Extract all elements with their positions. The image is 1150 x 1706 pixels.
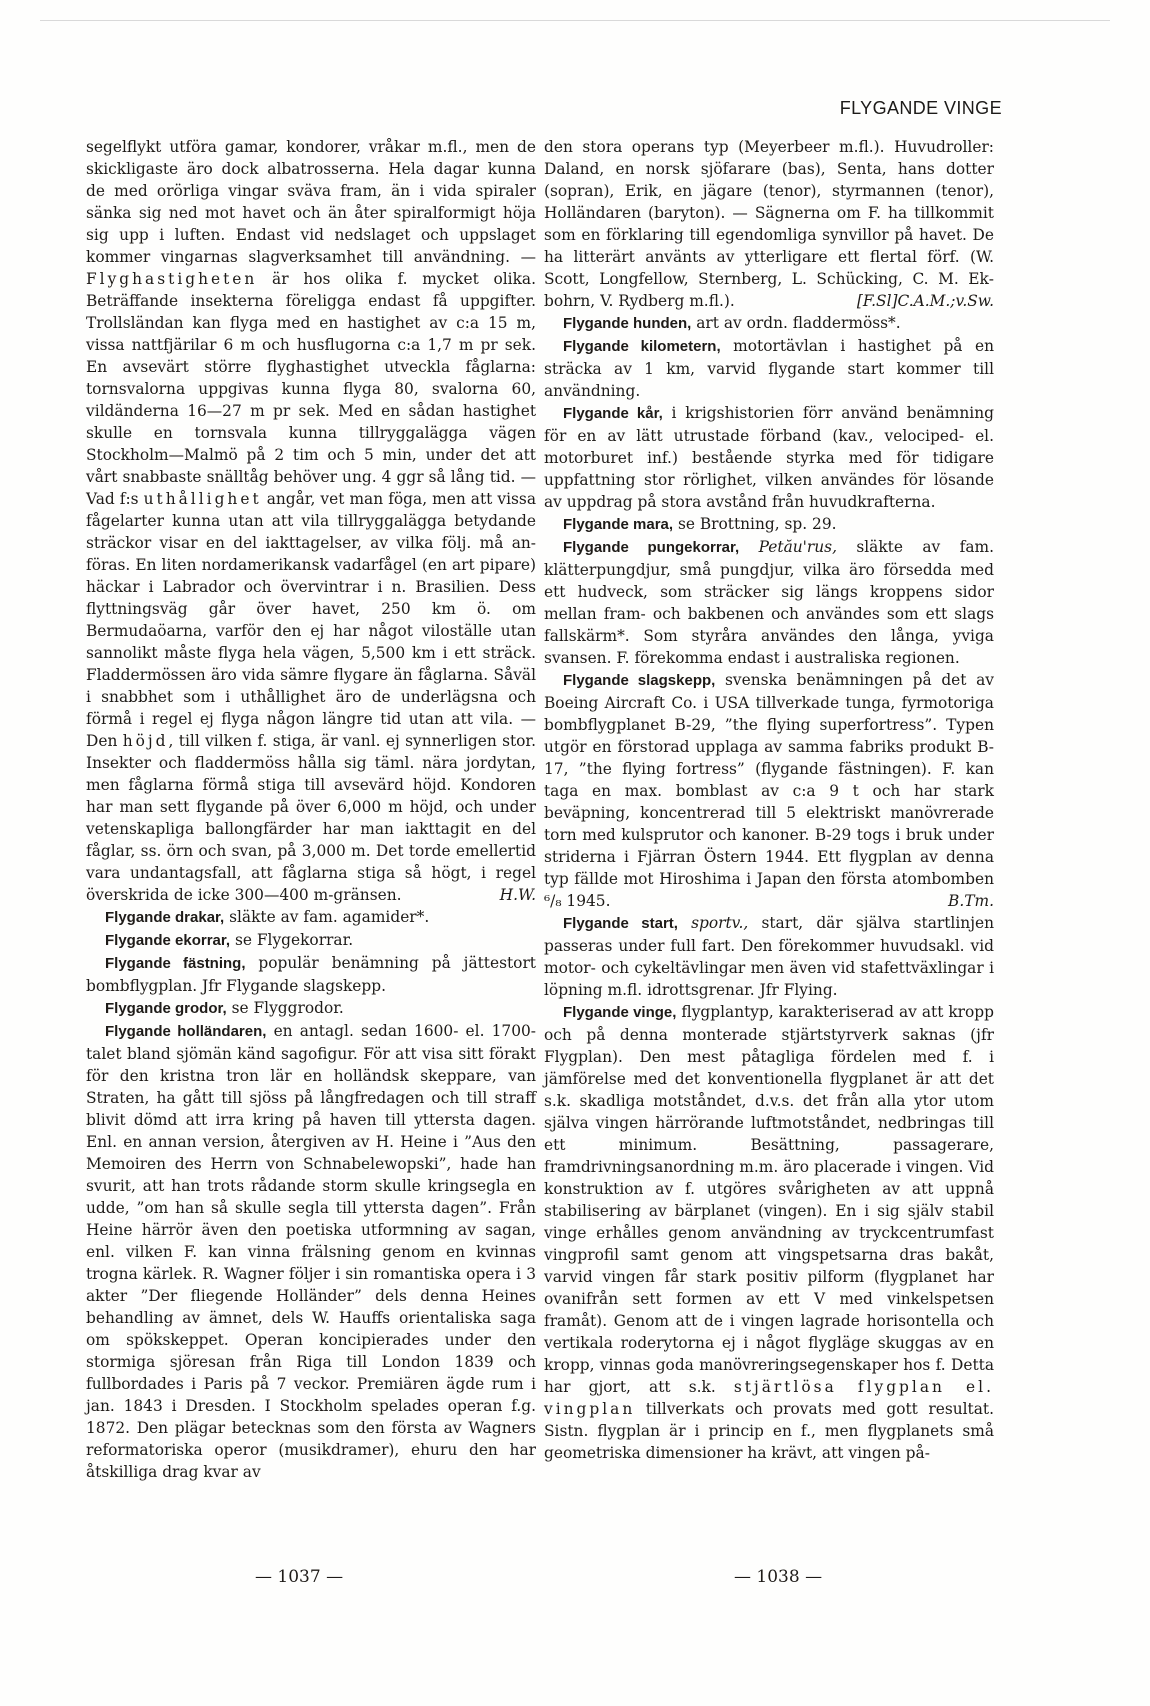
entry-flygande-drakar xyxy=(86,906,536,929)
entry-flygande-start xyxy=(544,912,994,1001)
entry-text: populär benämning på jättestort bombflygplan. Jfr Flygande slagskepp. xyxy=(86,954,536,995)
entry-flygande-slagskepp xyxy=(544,669,994,912)
entry-text: motortävlan i hastighet på en sträcka av 1 km, varvid flygande start kommer till användning. xyxy=(544,337,994,400)
text-span: angår, vet man föga, men att vissa fågelarter kunna utan att vila tillryggalägga betydande sträckor visar en del iakttagelser, av vilka följ. må anföras. En liten nordamerikansk vadarfågel (en art pipare) häckar i Labrador och övervintrar i n. Brasilien. Dess flyttningsväg går över havet, 250 km ö. om Bermudaöarna, varför den ej har något viloställe utan sannolikt måste flyga hela vägen, 5,500 km i ett sträck. Fladdermössen äro vida sämre flygare än fåglarna. Såväl i snabbhet som i uthållighet äro de underlägsna och förmå i regel ej flyga någon längre tid utan att vila. — Den xyxy=(86,490,536,750)
left-column xyxy=(86,136,536,1483)
entry-text: släkte av fam. agamider*. xyxy=(224,908,430,926)
entry-headword: Flygande grodor, xyxy=(105,1000,227,1017)
entry-flygande-kar xyxy=(544,402,994,513)
entry-headword: Flygande pungekorrar, xyxy=(563,539,740,556)
subject-label: sportv., xyxy=(691,914,749,932)
entry-text: en antagl. sedan 1600- el. 1700-talet bland sjömän känd sagofigur. För att visa sitt förakt för den kristna tron lär en holländsk skeppare, van Straten, ha gått till sjöss på långfredagen och till straff blivit dömd att irra kring på haven till yttersta dagen. Enl. en annan version, återgiven av H. Heine i ”Aus den Memoiren des Herrn von Schnabelewopski”, hade han svurit, att han trots rådande storm skulle kringsegla en udde, ”om han så skulle segla till yttersta dagen”. Från Heine härrör även den poetiska utformning av sagan, enl. vilken F. kan vinna frälsning genom en kvinnas trogna kärlek. R. Wagner följer i sin romantiska opera i 3 akter ”Der fliegende Holländer” dels denna Heines behandling av ämnet, dels W. Hauffs orientaliska saga om spökskeppet. Operan koncipierades under den stormiga sjöresan från Riga till London 1839 och fullbordades i Paris på 7 veckor. Premiären ägde rum i jan. 1843 i Dresden. I Stockholm spelades operan f.g. 1872. Den plägar betecknas som den första av Wagners reformatoriska operor (musikdramer), ehuru den har åtskilliga drag kvar av xyxy=(86,1022,536,1481)
text-span: är hos olika f. mycket olika. Beträffande insekterna föreligga endast få uppgifter. Trollsländan kan flyga med en hastighet av c:a 15 m, vissa nattfjärilar 6 m och husflugorna c:a 1,7 m pr sek. En avsevärt större flyghastighet utveckla fåglarna: tornsvalorna uppgivas kunna flyga 80, svalorna 60, vildänderna 16—27 m pr sek. Med en sådan hastighet skulle en tornsvala kunna tillryggalägga vägen Stockholm—Malmö på 2 tim och 5 min, under det att vårt snabbaste snälltåg behöver ung. 4 ggr så lång tid. — Vad f:s xyxy=(86,270,536,508)
entry-flygande-ekorrar xyxy=(86,929,536,952)
spaced-term: uthållighet xyxy=(143,490,262,508)
entry-headword: Flygande ekorrar, xyxy=(105,932,231,949)
spaced-term: höjd xyxy=(122,732,169,750)
entry-text: art av ordn. fladdermöss*. xyxy=(691,314,901,332)
entry-text: svenska benämningen på det av Boeing Aircraft Co. i USA tillverkade tunga, fyrmotoriga bombflygplanet B-29, ”the flying superfortress”. Typen utgör en förstorad upplaga av samma fabriks produkt B-17, ”the flying fortress” (flygande fästningen). F. kan taga en max. bomblast av c:a 9 t och har stark beväpning, koncentrerad till 5 elektriskt manövrerade torn med kulsprutor och kanoner. B-29 togs i bruk under striderna i Fjärran Östern 1944. Ett flygplan av denna typ fällde mot Hiroshima i Japan den första atombomben ⁶/₈ 1945. xyxy=(544,671,995,910)
text-span: segelflykt utföra gamar, kondorer, vråkar m.fl., men de skickligaste äro dock albatrosserna. Hela dagar kunna de med orörliga vingar sväva fram, än i vida spiraler sänka sig ned mot havet och än åter spiralformigt höja sig upp i luften. Endast vid nedslaget och uppslaget kommer vingarnas slagverksamhet till användning. — xyxy=(86,138,536,266)
entry-text: släkte av fam. klätterpungdjur, små pungdjur, vilka äro försedda med ett hudveck, som sträcker sig längs kroppens sidor mellan fram- och bakbenen och användes som ett slags fallskärm*. Som styråra användes den långa, yviga svansen. F. förekomma endast i australiska regionen. xyxy=(544,538,994,667)
entry-headword: Flygande vinge, xyxy=(563,1004,677,1021)
entry-flygande-vinge xyxy=(544,1001,994,1464)
author-signature: B.Tm. xyxy=(948,892,994,910)
spaced-term: stjärtlösa flygplan el. vingplan xyxy=(544,1378,994,1418)
entry-flygande-hunden xyxy=(544,312,994,335)
entry-text: se Brottning, sp. 29. xyxy=(673,515,837,533)
entry-flygande-hollandaren xyxy=(86,1020,536,1483)
entry-text: flygplantyp, karakteriserad av att kropp och på denna monterade stjärtstyrverk saknas (jfr Flygplan). Den mest påtagliga fördelen med f. i jämförelse med det konventionella flygplanet är att det s.k. skadliga motståndet, d.v.s. det från alla ytor utom själva vingen härrörande luftmotståndet, nedbringas till ett minimum. Besättning, passagerare, framdrivningsanordning m.m. äro placerade i vingen. Vid konstruktion av f. utgöres svårigheten av att uppnå stabilisering av bärplanet (vingen). En i sig själv stabil vinge erhålles genom användning av tryckcentrumfast vingprofil samt genom att vingspetsarna dras bakåt, varvid vingen får stark positiv pilform (flygplanet har ovanifrån sett formen av ett V med vinkelspetsen framåt). Genom att de i vingen lagrade horisontella och vertikala roderytorna ej i något flygläge skuggas av en kropp, vinnas goda manövreringsegenskaper hos f. Detta har gjort, att s.k. xyxy=(544,1003,995,1396)
entry-text: i krigshistorien förr använd benämning för en av lätt utrustade förband (kav., velociped- el. motorburet inf.) bestående styrka med för tidigare uppfattning stor rörlighet, vilken användes för lösande av uppdrag på stora avstånd från huvudkrafterna. xyxy=(544,404,994,511)
text-span: , till vilken f. stiga, är vanl. ej synnerligen stor. Insekter och fladdermöss hålla sig täml. nära jordytan, men fåglarna förmå stiga till avsevärd höjd. Kondoren har man sett flygande på över 6,000 m höjd, och under vetenskapliga ballongfärder har man iakttagit en del fåglar, ss. örn och svan, på 3,000 m. Det torde emellertid vara undantagsfall, att fåglarna stiga så högt, i regel överskrida de icke 300—400 m-gränsen. xyxy=(86,732,536,904)
entry-flygande-grodor xyxy=(86,997,536,1020)
entry-headword: Flygande hunden, xyxy=(563,315,692,332)
page-number-left: — 1037 — xyxy=(255,1567,344,1587)
entry-headword: Flygande holländaren, xyxy=(105,1023,267,1040)
entry-text: den stora operans typ (Meyerbeer m.fl.). Huvudroller: Daland, en norsk sjöfarare (bas), Senta, hans dotter (sopran), Erik, en jägare (tenor), styrmannen (tenor), Holländaren (baryton). — Sägnerna om F. ha tillkommit som en förklaring till egendomliga synvillor på havet. De ha litterärt använts av ytterligare ett flertal förf. (W. Scott, Longfellow, Sternberg, L. Schücking, C. M. Ekbohrn, V. Rydberg m.fl.). xyxy=(544,138,994,310)
entry-headword: Flygande fästning, xyxy=(105,955,246,972)
entry-text: se Flyggrodor. xyxy=(226,999,344,1017)
entry-headword: Flygande drakar, xyxy=(105,909,225,926)
entry-headword: Flygande slagskepp, xyxy=(563,672,716,689)
author-signature: H.W. xyxy=(499,886,536,904)
entry-headword: Flygande kår, xyxy=(563,405,663,422)
entry-text: tillverkats och provats med gott resultat. Sistn. flygplan är i princip en f., men flygplanets små geometriska dimensioner ha krävt, att vingen på- xyxy=(544,1400,994,1462)
entry-text: se Flygekorrar. xyxy=(230,931,354,949)
spaced-term: Flyghastigheten xyxy=(86,270,258,288)
page-number-right: — 1038 — xyxy=(734,1567,823,1587)
genus-name: Petău'rus, xyxy=(758,538,837,556)
top-rule xyxy=(40,20,1110,21)
entry-headword: Flygande mara, xyxy=(563,516,674,533)
entry-headword: Flygande kilometern, xyxy=(563,338,721,355)
paragraph-flyghastighet xyxy=(86,136,536,906)
running-head: FLYGANDE VINGE xyxy=(839,98,1002,118)
author-signature: [F.Sl]C.A.M.;v.Sw. xyxy=(856,292,994,310)
entry-flygande-kilometern xyxy=(544,335,994,402)
entry-continuation xyxy=(544,136,994,312)
entry-flygande-pungekorrar xyxy=(544,536,994,669)
entry-flygande-fastning xyxy=(86,952,536,997)
right-column xyxy=(544,136,994,1464)
entry-text: start, där själva startlinjen passeras under full fart. Den förekommer huvudsakl. vid motor- och cykeltävlingar men även vid stafettväxlingar i löpning m.fl. idrottsgrenar. Jfr Flying. xyxy=(544,914,994,999)
entry-headword: Flygande start, xyxy=(563,915,678,932)
entry-flygande-mara xyxy=(544,513,994,536)
